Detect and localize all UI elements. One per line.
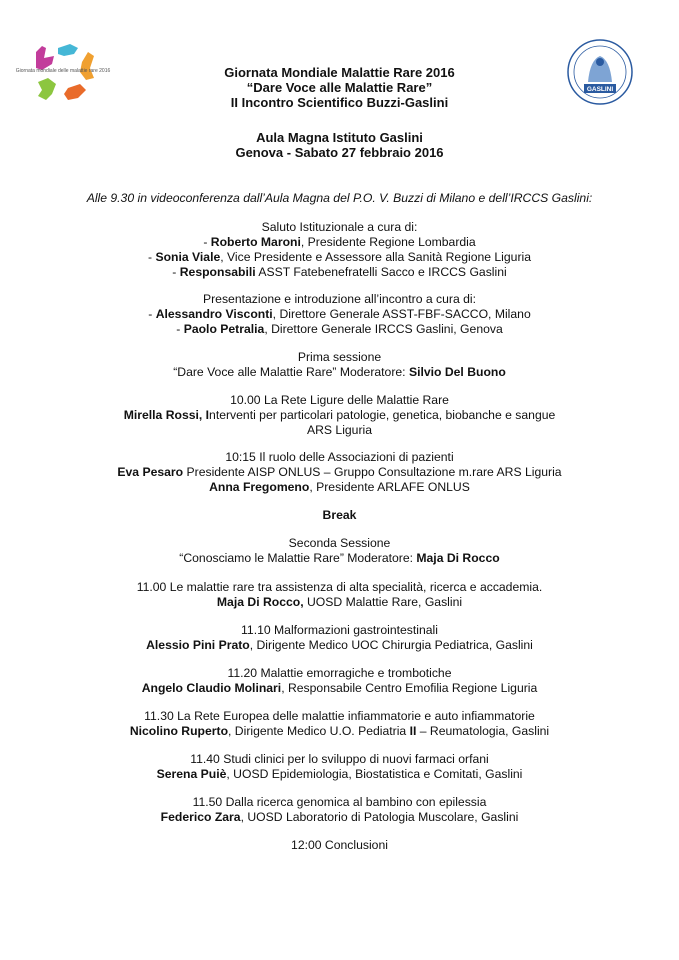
logo-right-text: GASLINI <box>586 86 614 93</box>
talk-speaker: Serena Puiè, UOSD Epidemiologia, Biostatistica e Comitati, Gaslini <box>156 767 523 781</box>
intro-text: Alle 9.30 in videoconferenza dall’Aula Magna del P.O. V. Buzzi di Milano e dell’IRCCS Gaslini: <box>86 191 593 205</box>
presentazione-item: - Paolo Petralia, Direttore Generale IRCCS Gaslini, Genova <box>176 322 503 336</box>
presentazione-title: Presentazione e introduzione all’incontro a cura di: <box>202 292 477 306</box>
talk-speaker: Eva Pesaro Presidente AISP ONLUS – Gruppo Consultazione m.rare ARS Liguria <box>117 465 562 479</box>
conclusioni: 12:00 Conclusioni <box>291 838 388 852</box>
event-subtitle: “Dare Voce alle Malattie Rare” <box>246 80 433 95</box>
talk-extra: ARS Liguria <box>306 423 373 437</box>
event-venue: Aula Magna Istituto Gaslini <box>256 130 423 145</box>
talk-title: 11.30 La Rete Europea delle malattie infiammatorie e auto infiammatorie <box>144 709 535 723</box>
talk-title: 11.00 Le malattie rare tra assistenza di alta specialità, ricerca e accademia. <box>136 580 543 594</box>
saluto-title: Saluto Istituzionale a cura di: <box>261 220 418 234</box>
talk-title: 11.20 Malattie emorragiche e trombotiche <box>227 666 452 680</box>
talk-title: 11.10 Malformazioni gastrointestinali <box>241 623 438 637</box>
seconda-sessione-subtitle: “Conosciamo le Malattie Rare” Moderatore: Maja Di Rocco <box>179 551 500 565</box>
talk-speaker: Nicolino Ruperto, Dirigente Medico U.O. Pediatria II – Reumatologia, Gaslini <box>129 724 550 738</box>
event-meeting: II Incontro Scientifico Buzzi-Gaslini <box>230 95 449 110</box>
talk-speaker: Anna Fregomeno, Presidente ARLAFE ONLUS <box>209 480 470 494</box>
talk-speaker: Mirella Rossi, Interventi per particolari patologie, genetica, biobanche e sangue <box>123 408 556 422</box>
talk-speaker: Angelo Claudio Molinari, Responsabile Centro Emofilia Regione Liguria <box>141 681 538 695</box>
talk-speaker: Alessio Pini Prato, Dirigente Medico UOC Chirurgia Pediatrica, Gaslini <box>146 638 533 652</box>
talk-title: 11.50 Dalla ricerca genomica al bambino con epilessia <box>192 795 487 809</box>
prima-sessione-subtitle: “Dare Voce alle Malattie Rare” Moderatore: Silvio Del Buono <box>173 365 506 379</box>
talk-title: 10:15 Il ruolo delle Associazioni di pazienti <box>225 450 454 464</box>
talk-title: 10.00 La Rete Ligure delle Malattie Rare <box>230 393 449 407</box>
event-title: Giornata Mondiale Malattie Rare 2016 <box>224 65 455 80</box>
event-date: Genova - Sabato 27 febbraio 2016 <box>235 145 444 160</box>
talk-speaker: Federico Zara, UOSD Laboratorio di Patologia Muscolare, Gaslini <box>160 810 519 824</box>
prima-sessione-title: Prima sessione <box>297 350 382 364</box>
talk-speaker: Maja Di Rocco, UOSD Malattie Rare, Gaslini <box>216 595 463 609</box>
presentazione-item: - Alessandro Visconti, Direttore Generale ASST-FBF-SACCO, Milano <box>148 307 531 321</box>
break-label: Break <box>322 508 357 522</box>
saluto-item: - Responsabili ASST Fatebenefratelli Sacco e IRCCS Gaslini <box>172 265 507 279</box>
saluto-item: - Roberto Maroni, Presidente Regione Lombardia <box>203 235 476 249</box>
seconda-sessione-title: Seconda Sessione <box>288 536 391 550</box>
saluto-item: - Sonia Viale, Vice Presidente e Assessore alla Sanità Regione Liguria <box>147 250 531 264</box>
talk-title: 11.40 Studi clinici per lo sviluppo di nuovi farmaci orfani <box>190 752 489 766</box>
logo-left-text: Giornata mondiale delle malattie rare 2016 <box>15 68 111 74</box>
